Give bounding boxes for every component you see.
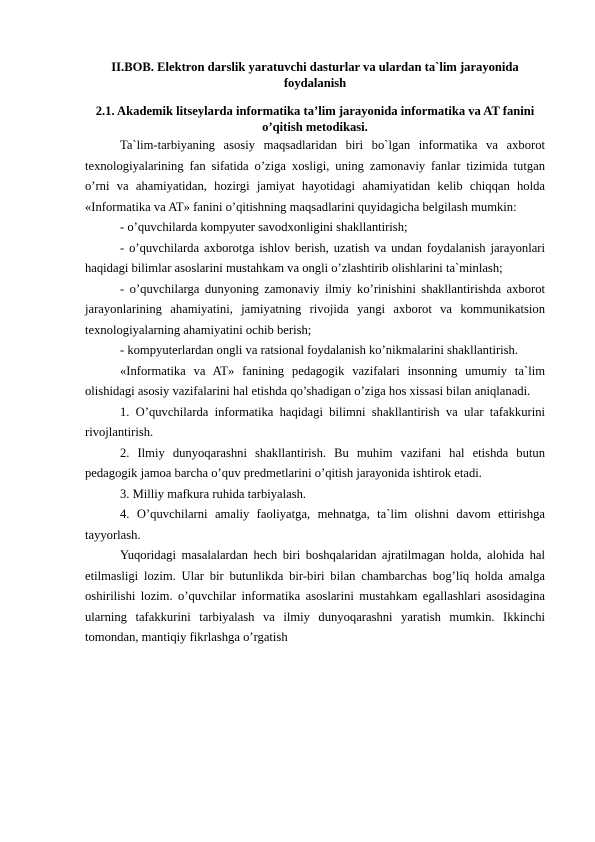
list-item: - kompyuterlardan ongli va ratsional foydalanish ko’nikmalarini shakllantirish. [120, 343, 519, 357]
list-item: - o’quvchilarda axborotga ishlov berish, uzatish va undan foydalanish jarayonlari haqidagi bilimlar asoslarini mustahkam va ongli o’zlashtirib olishlarini ta`minlash; [85, 240, 545, 275]
document-body [85, 135, 545, 648]
chapter-title: II.BOB. Elektron darslik yaratuvchi dasturlar va ulardan ta`lim jarayonida foydalanish [111, 60, 519, 90]
paragraph: Ta`lim-tarbiyaning asosiy maqsadlaridan biri bo`lgan informatika va axborot texnologiyalarining fan sifatida o’ziga xosligi, uning zamonaviy fanlar tizimida tutgan o’rni va ahamiyatidan, hozirgi jamiyat hayotidagi ahamiyatidan kelib chiqqan holda «Informatika va AT» fanini o’qitishning maqsadlarini quyidagicha belgilash mumkin: [85, 138, 545, 214]
section-title: 2.1. Akademik litseylarda informatika ta’lim jarayonida informatika va AT fanini o’qitish metodikasi. [95, 104, 535, 134]
numbered-item: 3. Milliy mafkura ruhida tarbiyalash. [120, 486, 307, 501]
document-page [85, 0, 545, 648]
numbered-item: 4. O’quvchilarni amaliy faoliyatga, mehnatga, ta`lim olishni davom ettirishga tayyorlash. [85, 507, 545, 542]
numbered-item: 2. Ilmiy dunyoqarashni shakllantirish. Bu muhim vazifani hal etishda butun pedagogik jamoa barcha o’quv predmetlarini o’qitish jarayonida ishtirok etadi. [85, 445, 545, 480]
list-item: - o’quvchilarda kompyuter savodxonligini shakllantirish; [120, 220, 408, 234]
numbered-item: 1. O’quvchilarda informatika haqidagi bilimni shakllantirish va ular tafakkurini rivojlantirish. [85, 404, 545, 439]
paragraph: Yuqoridagi masalalardan hech biri boshqalaridan ajratilmagan holda, alohida hal etilmasligi lozim. Ular bir butunlikda bir-biri bilan chambarchas bog’liq holda amalga oshirilishi lozim. o’quvchilar informatika asoslarini mustahkam egallashlari asosidagina ularning tafakkurini tarbiyalash va ilmiy dunyoqarashni yaratish mumkin. Ikkinchi tomondan, mantiqiy fikrlashga o’rgatish [85, 548, 545, 644]
paragraph: «Informatika va AT» fanining pedagogik vazifalari insonning umumiy ta`lim olishidagi asosiy vazifalarini hal etishda qo’shadigan o’ziga hos xissasi bilan aniqlanadi. [85, 363, 545, 398]
list-item: - o’quvchilarga dunyoning zamonaviy ilmiy ko’rinishini shakllantirishda axborot jarayonlarining ahamiyatini, jamiyatning rivojida yangi axborot va kommunikatsion texnologiyalarning ahamiyatini ochib berish; [85, 281, 545, 337]
